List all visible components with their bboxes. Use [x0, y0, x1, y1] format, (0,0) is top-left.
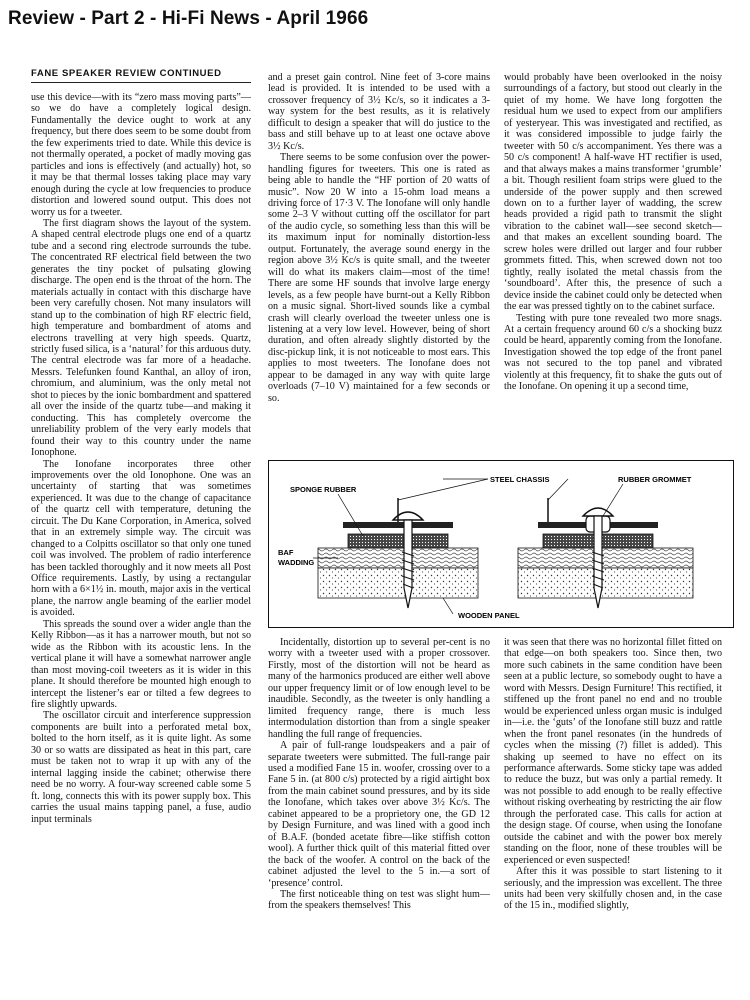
page-header: Review - Part 2 - Hi-Fi News - April 1966	[8, 8, 369, 29]
label-rubber-grommet: RUBBER GROMMET	[618, 475, 692, 484]
left-mounting	[318, 498, 478, 608]
section-heading: FANE SPEAKER REVIEW CONTINUED	[31, 68, 222, 79]
steel-chassis-plate	[343, 522, 453, 528]
label-steel-chassis: STEEL CHASSIS	[490, 475, 550, 484]
screw-head	[583, 508, 613, 516]
paragraph: A pair of full-range loudspeakers and a pair of separate tweeters were submitted. The full-range pair used a modified Fane 15 in. woofer, crossing over to a Fane 5 in. (at 800 c/s) protected by a rigid airtight box from the main cabinet sound pressures, and by its side the Ionofane, which takes over above 3½ Kc/s. The cabinet appeared to be a proprietory one, the GD 12 by Design Furniture, and was lined with a good inch of B.A.F. (bonded acetate fibre—like stiffish cotton wool). A further thick quilt of this material fitted over the back of the woofer. A control on the back of the cabinet adjusted the level to the 5 in.—a sort of ‘presence’ control.	[268, 740, 490, 889]
paragraph: This spreads the sound over a wider angle than the Kelly Ribbon—as it has a narrower mouth, but not so wide as the Ribbon with its acoustic lens. In the vertical plane it will have a somewhat narrower angle than most moving-coil tweeters as it is wider in this plane. It should therefore be mounted high enough to intercept the listener’s ear or tilted a few degrees to fire slightly upwards.	[31, 618, 251, 711]
paragraph: Incidentally, distortion up to several per-cent is no worry with a tweeter used with a proper crossover. Firstly, most of the distortion will not be heard as many of the harmonics produced are either well above our upper frequency limit or of low enough level to be inaudible. Secondly, as the tweeter is only handling a limited frequency range, there is much less intermodulation distortion than from a single speaker handling the full range of frequencies.	[268, 637, 490, 740]
label-sponge-rubber: SPONGE RUBBER	[290, 485, 357, 494]
column-1	[31, 92, 251, 825]
column-3	[504, 72, 722, 393]
leader-line	[548, 479, 568, 500]
mounting-diagram	[268, 460, 734, 628]
baf-wadding-layer	[318, 548, 478, 568]
baf-wadding-layer	[518, 548, 693, 568]
paragraph: would probably have been overlooked in the noisy surroundings of a factory, but stood out clearly in the quiet of my home. We have long forgotten the residual hum we used to expect from our amplifiers of yesteryear. This was investigated and rectified, as it was considered impossible to judge fairly the tweeter with 50 c/s accompaniment. Yes there was a 50 c/s component! A half-wave HT rectifier is used, and that always makes a mains transformer ‘grumble’ a bit. Though resilient foam strips were glued to the underside of the power supply and then screwed down on to a further layer of wadding, the screw heads provided a rigid path to transmit the slight vibration to the cabinet wall—see second sketch—and that makes an excellent sounding board. The screw holes were drilled out larger and four rubber grommets fitted. This, when screwed down not too tightly, really isolated the metal chassis from the ‘soundboard’. After this, the presence of such a device inside the cabinet could only be detected when the ear was pressed tightly on to the cabinet surface.	[504, 72, 722, 313]
paragraph: and a preset gain control. Nine feet of 3-core mains lead is provided. It is intended to be used with a crossover frequency of 3½ Kc/s, so it indicates a 3-way system for the best results, as it is relatively difficult to design a speaker that will do justice to the bass and still behave up to at least one octave above 3½ Kc/s.	[268, 72, 490, 152]
paragraph: The Ionofane incorporates three other improvements over the old Ionophone. One was an uncertainty of starting that was sometimes experienced. It was due to the change of capacitance of the quartz cell with temperature, detuning the circuit. The Du Kane Corporation, in America, solved that in an extremely simple way. The circuit was changed to a Colpitts oscillator so that only one tuned coil was involved. The problem of radio interference has been tackled thoroughly and it now meets all Post Office requirements. Lastly, by using a rectangular horn with a 6×1½ in. mouth, major axis in the vertical plane, the narrow angle beaming of the earlier model is avoided.	[31, 458, 251, 619]
column-4	[268, 637, 490, 912]
leader-line	[398, 479, 488, 500]
paragraph: The first diagram shows the layout of the system. A shaped central electrode plugs one end of a quartz tube and a second ring electrode surrounds the tube. The concentrated RF electrical field between the two generates the tiny pocket of pulsating glowing discharge. The open end is the throat of the horn. The materials actually in contact with this discharge have been very carefully chosen. Not many insulators will stand up to the combination of high RF electric field, high temperature and bombardment of atoms and electrons travelling at very high speeds. Quartz, strictly fused silica, is a ‘natural’ for this arduous duty. The central electrode was far more of a headache. Messrs. Telefunken found Kanthal, an alloy of iron, chromium, and aluminium, was the only metal not shot to pieces by the ionic bombardment and spattered all over the inside of the quartz tube—and making it conducting. This has completely overcome the unreliability problem of the very early models that found their way to this country under the name Ionophone.	[31, 217, 251, 459]
sponge-rubber-layer	[348, 534, 448, 548]
wooden-panel-block	[318, 568, 478, 598]
label-baf: BAF	[278, 548, 294, 557]
column-5	[504, 637, 722, 912]
paragraph: Testing with pure tone revealed two more snags. At a certain frequency around 60 c/s a shocking buzz could be heard, apparently coming from the Ionofane. Investigation showed the top edge of the front panel was not secured to the top panel and vibrated violently at this frequency, fit to shake the guts out of the Ionofane. On opening it up a second time,	[504, 312, 722, 393]
label-wadding: WADDING	[278, 558, 315, 567]
paragraph: The oscillator circuit and interference suppression components are built into a perforated metal box, bolted to the horn itself, as it is quite light. As some 30 or so watts are dissipated as heat in this part, care must be taken not to wrap it up with any of the internal lagging inside the cabinet; otherwise there need be no worry. A four-way screened cable some 5 ft. long, connects this with its power supply box. This carries the usual mains tapping panel, a fuse, audio input terminals	[31, 710, 251, 825]
paragraph: After this it was possible to start listening to it seriously, and the impression was excellent. The three units had been very skilfully chosen and, in the case of the 15 in., modified slightly,	[504, 866, 722, 912]
section-rule	[31, 82, 251, 83]
label-wooden-panel: WOODEN PANEL	[458, 611, 520, 620]
column-2	[268, 72, 490, 404]
paragraph: use this device—with its “zero mass moving parts”—so we do have a completely logical design. Fundamentally the device ought to work at any frequency, but there does seem to be some doubt from the few experiments tried to date. While this device is not thermally operated, a pocket of madly moving gas particles and ions is effectively (and actually) hot, so it may be that thermal losses taking place may vary enough during the cycle at low frequencies to produce distortion and lowered sound output. This does not worry us for a tweeter.	[31, 92, 251, 218]
leader-line	[443, 598, 453, 614]
paragraph: There seems to be some confusion over the power-handling figures for tweeters. This one is rated as being able to handle the “HF portion of 20 watts of music”. Now 20 W into a 15-ohm load means a driving force of 17·3 V. The Ionofane will only handle some 2–3 V without cutting off the oscillator for part of the audio cycle, so something less than this will be its maximum input for nominally distortion-less output. Fortunately, the average sound energy in the region above 3½ Kc/s is quite small, and the tweeter will do what its makers claim—most of the time! There are some HF sounds that involve large energy levels, as a few people have burnt-out a Kelly Ribbon on a music signal. Short-lived sounds like a cymbal crash will clearly overload the tweeter unless one is listening at a very low level. However, being of short duration, and often already slightly distorted by the disc-pickup link, it is not noticeable to most ears. This applies to most tweeters. The Ionofane does not appear to be damaged in any way with quite large overloads (7–10 V) maintained for a few seconds or so.	[268, 152, 490, 404]
wooden-panel-block	[518, 568, 693, 598]
right-mounting	[518, 498, 693, 608]
paragraph: The first noticeable thing on test was slight hum—from the speakers themselves! This	[268, 888, 490, 912]
screw-shank	[404, 520, 412, 608]
paragraph: it was seen that there was no horizontal fillet fitted on that edge—on both speakers too. Since then, two more such cabinets in the same condition have been seen at a public lecture, so somebody ought to have a word with Messrs. Design Furniture! This rectified, it stiffened up the front panel no end and no trouble would be experienced unless organ music is indulged in—i.e. the ‘guts’ of the Ionofane still buzz and rattle when the front panel resonates (in the hundreds of cycles when the missing (?) fillet is added). This shaking up seemed to have no effect on its performance afterwards. Some sticky tape was added to reduce the buzz, but was only a partial remedy. It was not possible to add enough to be really effective without risking overheating by restricting the air flow through the perforated case. This calls for action at the design stage. Of course, when using the Ionofane outside the cabinet and with the power box merely standing on the floor, none of these troubles will be experienced or even suspected!	[504, 637, 722, 866]
leader-line	[338, 494, 363, 536]
leader-line	[603, 484, 623, 516]
